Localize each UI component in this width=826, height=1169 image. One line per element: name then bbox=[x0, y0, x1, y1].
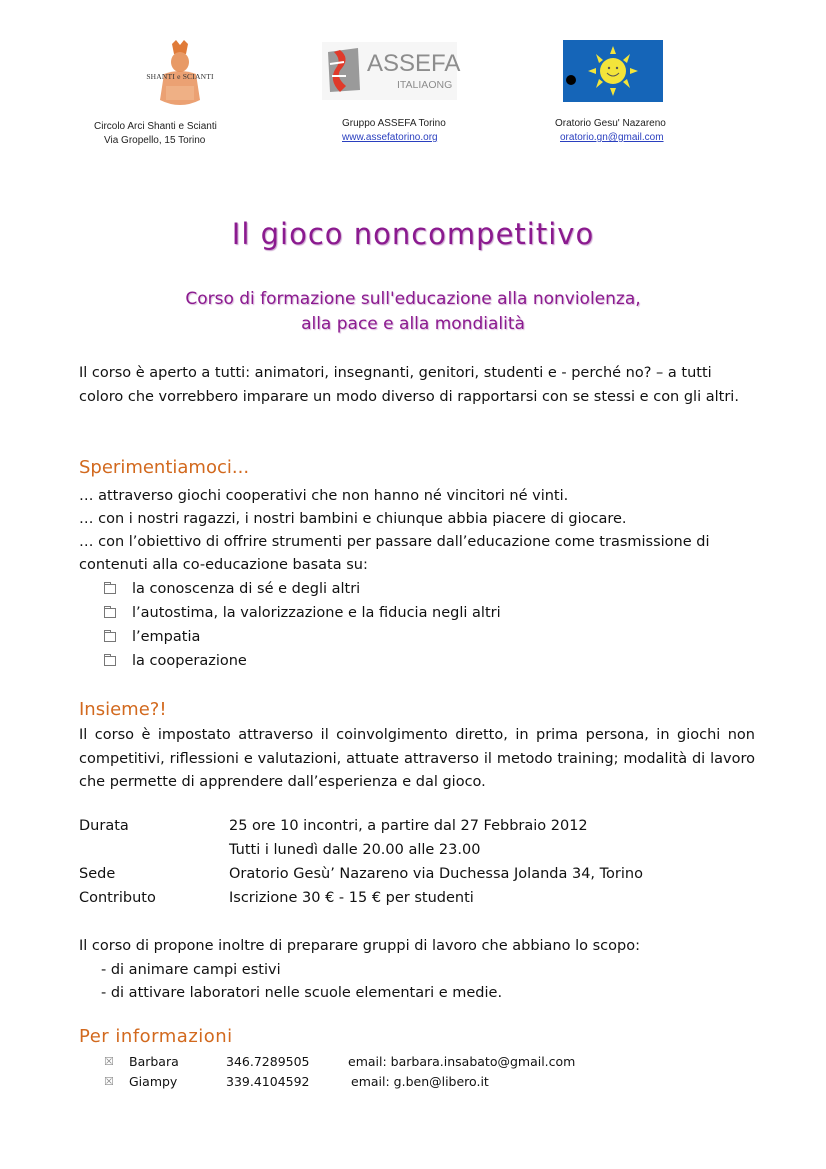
groups-item: - di attivare laboratori nelle scuole elementari e medie. bbox=[101, 985, 503, 1001]
detail-row bbox=[79, 818, 643, 842]
bullet-item bbox=[104, 649, 501, 673]
shanti-name: Circolo Arci Shanti e Scianti bbox=[94, 121, 217, 132]
detail-label bbox=[79, 842, 229, 866]
folder-box-icon bbox=[104, 584, 116, 594]
shanti-logo bbox=[130, 40, 230, 112]
assefa-logo bbox=[322, 42, 461, 100]
oratorio-name: Oratorio Gesu' Nazareno bbox=[555, 118, 666, 129]
contact-row bbox=[104, 1051, 575, 1071]
folder-box-icon bbox=[104, 608, 116, 618]
page-title: Il gioco noncompetitivo bbox=[231, 217, 595, 251]
shanti-street: Via Gropello, 15 Torino bbox=[104, 135, 206, 146]
detail-label: Contributo bbox=[79, 890, 156, 906]
section1-line: … attraverso giochi cooperativi che non hanno né vincitori né vinti. bbox=[79, 488, 569, 504]
envelope-icon: ☒ bbox=[104, 1054, 114, 1068]
section-heading-sperimentiamoci: Sperimentiamoci... bbox=[79, 457, 250, 478]
folder-box-icon bbox=[104, 632, 116, 642]
contact-name: Barbara bbox=[129, 1053, 179, 1069]
contact-email[interactable]: email: g.ben@libero.it bbox=[351, 1073, 489, 1089]
bullet-item bbox=[104, 601, 501, 625]
oratorio-email-link[interactable]: oratorio.gn@gmail.com bbox=[560, 132, 664, 143]
detail-value: Iscrizione 30 € - 15 € per studenti bbox=[229, 890, 474, 906]
detail-row bbox=[79, 890, 643, 914]
subtitle-line-2: alla pace e alla mondialità bbox=[301, 314, 525, 334]
intro-paragraph: Il corso è aperto a tutti: animatori, insegnanti, genitori, studenti e - perché no? – a tutti coloro che vorrebbero imparare un modo diverso di rapportarsi con se stessi e con gli altri. bbox=[79, 365, 739, 405]
assefa-info bbox=[342, 117, 482, 145]
section1-bullet-list bbox=[104, 577, 501, 673]
hands-icon bbox=[324, 46, 364, 96]
oratorio-logo bbox=[563, 40, 663, 102]
assefa-name: Gruppo ASSEFA Torino bbox=[342, 118, 446, 129]
section1-line: … con l’obiettivo di offrire strumenti per passare dall’educazione come trasmissione di contenuti alla co-educazione basata su: bbox=[79, 534, 710, 573]
section1-line: … con i nostri ragazzi, i nostri bambini e chiunque abbia piacere di giocare. bbox=[79, 511, 627, 527]
contacts-list bbox=[104, 1051, 575, 1091]
groups-item: - di animare campi estivi bbox=[101, 961, 281, 978]
detail-row bbox=[79, 866, 643, 890]
oratorio-info bbox=[555, 117, 715, 145]
envelope-icon: ☒ bbox=[104, 1074, 114, 1088]
detail-row bbox=[79, 842, 643, 866]
section1-lines bbox=[79, 485, 759, 577]
course-details bbox=[79, 818, 643, 914]
bullet-item bbox=[104, 577, 501, 601]
detail-value: Tutti i lunedì dalle 20.00 alle 23.00 bbox=[229, 842, 481, 858]
detail-label: Sede bbox=[79, 866, 116, 882]
assefa-logo-main: ASSEFA bbox=[367, 50, 461, 77]
detail-value: Oratorio Gesù’ Nazareno via Duchessa Jolanda 34, Torino bbox=[229, 866, 643, 882]
groups-intro: Il corso di propone inoltre di preparare gruppi di lavoro che abbiano lo scopo: bbox=[79, 938, 640, 954]
section-heading-informazioni: Per informazioni bbox=[79, 1026, 233, 1047]
assefa-logo-sub: ITALIAONG bbox=[397, 79, 453, 91]
contact-email[interactable]: email: barbara.insabato@gmail.com bbox=[348, 1053, 576, 1069]
shanti-logo-text: SHANTI e SCIANTI bbox=[146, 72, 214, 81]
section-heading-insieme: Insieme?! bbox=[79, 699, 167, 720]
page-subtitle bbox=[0, 287, 826, 337]
section2-paragraph: Il corso è impostato attraverso il coinvolgimento diretto, in prima persona, in giochi non competitivi, riflessioni e valutazioni, attuate attraverso il metodo training; modalità di lavoro che permette di apprendere dall’esperienza e dal gioco. bbox=[79, 727, 755, 790]
bullet-text: la cooperazione bbox=[132, 653, 247, 669]
detail-label: Durata bbox=[79, 818, 129, 834]
contact-name: Giampy bbox=[129, 1073, 178, 1089]
sun-smiley-icon bbox=[563, 40, 663, 102]
groups-section bbox=[79, 935, 640, 1006]
assefa-website-link[interactable]: www.assefatorino.org bbox=[342, 132, 438, 143]
contact-phone: 339.4104592 bbox=[226, 1073, 310, 1089]
shanti-address bbox=[94, 120, 234, 148]
bullet-text: l’autostima, la valorizzazione e la fiducia negli altri bbox=[132, 605, 501, 621]
detail-value: 25 ore 10 incontri, a partire dal 27 Febbraio 2012 bbox=[229, 818, 588, 834]
contact-row bbox=[104, 1071, 575, 1091]
contact-phone: 346.7289505 bbox=[226, 1053, 310, 1069]
folder-box-icon bbox=[104, 656, 116, 666]
subtitle-line-1: Corso di formazione sull'educazione alla nonviolenza, bbox=[185, 289, 641, 309]
bullet-text: l’empatia bbox=[132, 629, 201, 645]
bullet-text: la conoscenza di sé e degli altri bbox=[132, 581, 361, 597]
bullet-item bbox=[104, 625, 501, 649]
